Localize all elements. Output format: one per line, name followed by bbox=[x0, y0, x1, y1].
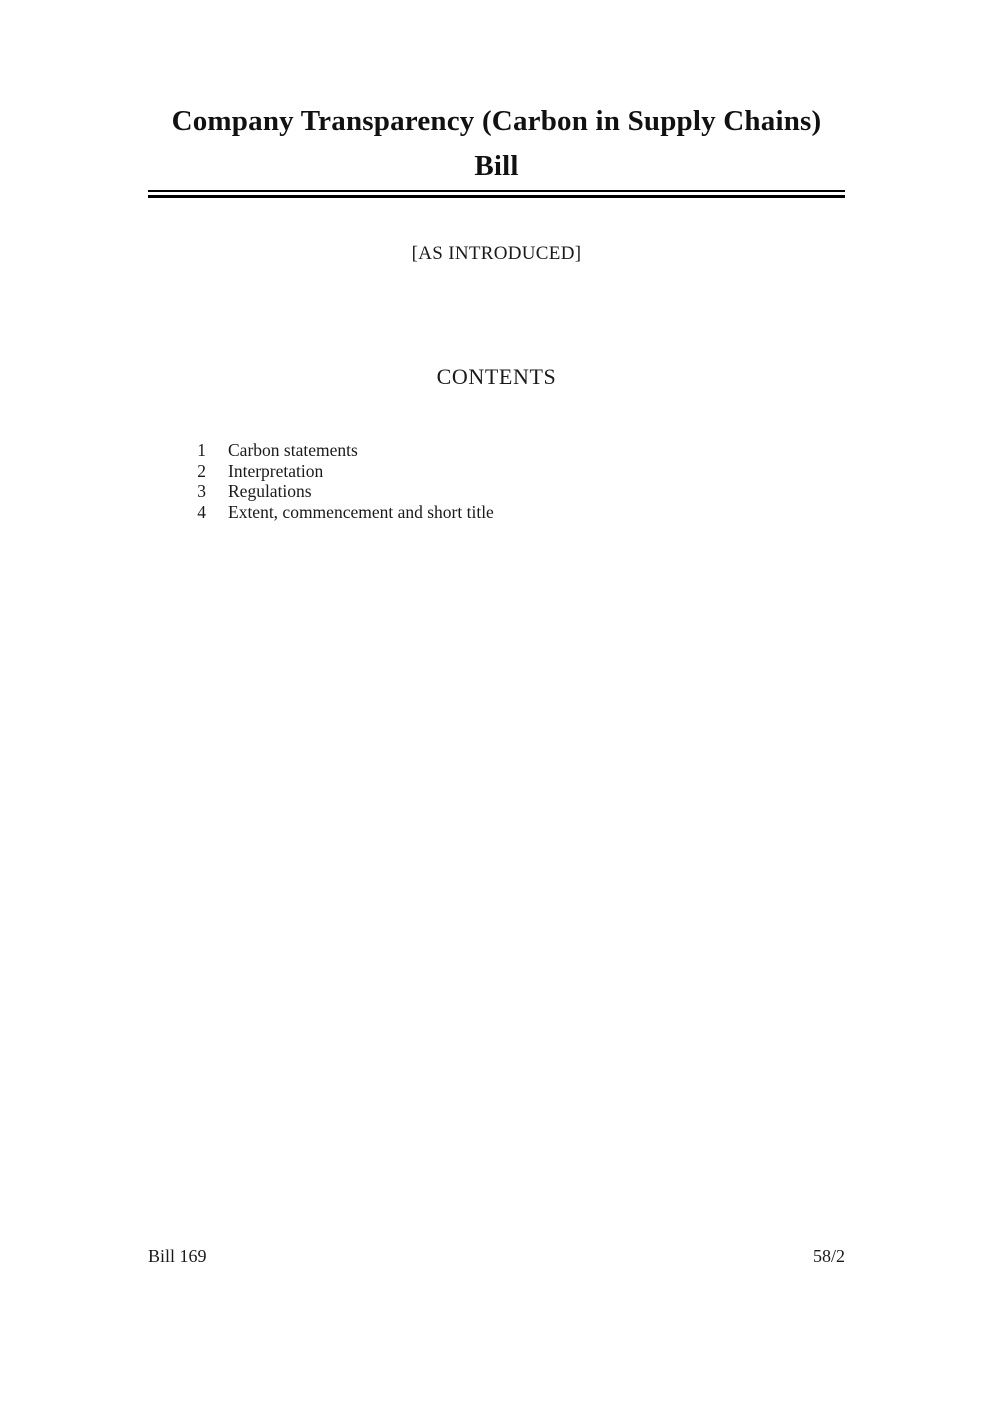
toc-item-label: Extent, commencement and short title bbox=[228, 501, 494, 522]
toc-item-number: 4 bbox=[197, 501, 206, 522]
toc-item bbox=[148, 481, 845, 502]
bill-title-line2: Bill bbox=[474, 150, 519, 182]
toc-item-number: 2 bbox=[197, 460, 206, 481]
bill-status-line: [AS INTRODUCED] bbox=[411, 243, 582, 264]
toc-item-label: Regulations bbox=[228, 481, 312, 502]
bill-title-line1: Company Transparency (Carbon in Supply Chains) bbox=[171, 105, 822, 137]
toc-item bbox=[148, 440, 845, 461]
toc-item bbox=[148, 502, 845, 523]
toc-item-label: Carbon statements bbox=[228, 440, 358, 460]
toc-item-number: 1 bbox=[197, 440, 206, 460]
toc-item-label: Interpretation bbox=[228, 460, 324, 481]
title-double-rule bbox=[148, 190, 845, 198]
contents-list bbox=[148, 440, 845, 522]
footer-bill-number: Bill 169 bbox=[148, 1246, 207, 1266]
contents-heading: CONTENTS bbox=[436, 364, 557, 389]
bill-title bbox=[148, 99, 845, 189]
footer-session-number: 58/2 bbox=[812, 1246, 845, 1266]
toc-item-number: 3 bbox=[197, 481, 206, 502]
toc-item bbox=[148, 461, 845, 482]
